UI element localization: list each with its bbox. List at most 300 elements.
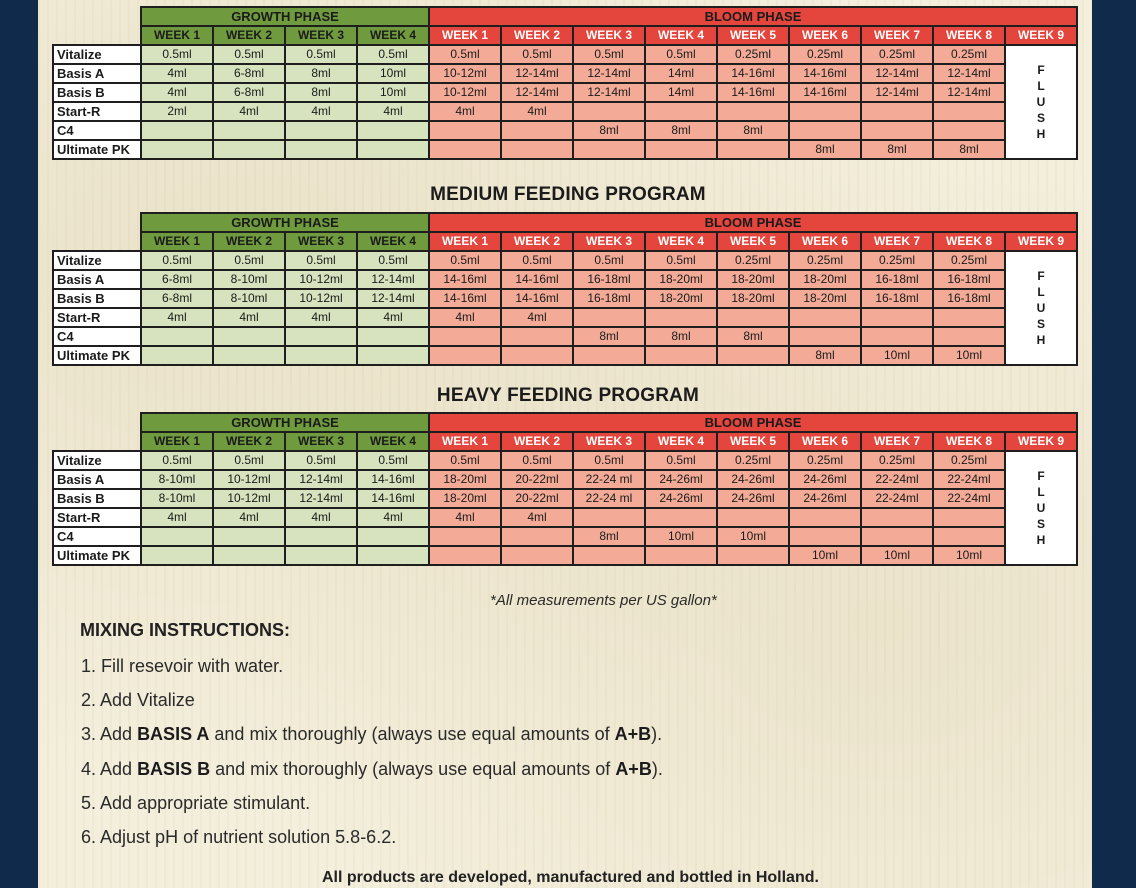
bloom-dose-cell: 10ml xyxy=(789,546,861,565)
bloom-dose-cell: 0.5ml xyxy=(429,251,501,270)
growth-week-header: WEEK 4 xyxy=(357,432,429,451)
bloom-week-header: WEEK 7 xyxy=(861,432,933,451)
bloom-dose-cell: 22-24 ml xyxy=(573,489,645,508)
bloom-week-header: WEEK 5 xyxy=(717,26,789,45)
growth-dose-cell: 12-14ml xyxy=(285,489,357,508)
product-name: Vitalize xyxy=(53,251,141,270)
growth-dose-cell xyxy=(357,546,429,565)
growth-dose-cell: 4ml xyxy=(357,508,429,527)
flush-letter: H xyxy=(1036,333,1046,347)
growth-dose-cell: 0.5ml xyxy=(285,451,357,470)
growth-dose-cell: 12-14ml xyxy=(357,270,429,289)
growth-dose-cell: 0.5ml xyxy=(285,251,357,270)
bloom-week-header: WEEK 6 xyxy=(789,232,861,251)
growth-dose-cell: 4ml xyxy=(213,508,285,527)
bloom-week-header: WEEK 2 xyxy=(501,232,573,251)
product-name: Start-R xyxy=(53,508,141,527)
corner-spacer xyxy=(53,26,141,45)
table-row xyxy=(53,546,1077,565)
bloom-week-header: WEEK 6 xyxy=(789,26,861,45)
growth-dose-cell xyxy=(213,546,285,565)
bloom-dose-cell: 0.25ml xyxy=(933,251,1005,270)
bloom-phase-header: BLOOM PHASE xyxy=(429,213,1077,232)
bloom-dose-cell: 12-14ml xyxy=(861,64,933,83)
growth-dose-cell xyxy=(141,140,213,159)
growth-dose-cell: 4ml xyxy=(357,308,429,327)
flush-week-cell xyxy=(1005,451,1077,565)
product-name: Ultimate PK xyxy=(53,346,141,365)
bloom-dose-cell xyxy=(717,140,789,159)
bloom-dose-cell: 0.5ml xyxy=(573,45,645,64)
flush-letter: S xyxy=(1036,111,1045,125)
flush-letter: F xyxy=(1037,269,1045,283)
bloom-dose-cell xyxy=(933,527,1005,546)
flush-letter: F xyxy=(1037,63,1045,77)
growth-dose-cell: 6-8ml xyxy=(213,64,285,83)
growth-dose-cell xyxy=(213,121,285,140)
bloom-dose-cell: 12-14ml xyxy=(573,64,645,83)
growth-dose-cell: 0.5ml xyxy=(357,251,429,270)
growth-dose-cell xyxy=(285,346,357,365)
corner-spacer xyxy=(53,413,141,432)
bloom-dose-cell xyxy=(789,308,861,327)
bloom-dose-cell: 8ml xyxy=(717,327,789,346)
mixing-step: 5. Add appropriate stimulant. xyxy=(81,793,311,813)
growth-dose-cell: 10-12ml xyxy=(213,489,285,508)
product-name: C4 xyxy=(53,527,141,546)
bloom-dose-cell: 18-20ml xyxy=(717,289,789,308)
growth-dose-cell: 4ml xyxy=(285,508,357,527)
table-row xyxy=(53,527,1077,546)
flush-letter: L xyxy=(1037,79,1045,93)
flush-letter: F xyxy=(1037,469,1045,483)
bloom-dose-cell xyxy=(501,527,573,546)
table-row xyxy=(53,346,1077,365)
bloom-dose-cell: 0.25ml xyxy=(933,451,1005,470)
growth-dose-cell: 8-10ml xyxy=(141,489,213,508)
bloom-dose-cell: 0.5ml xyxy=(645,451,717,470)
bloom-dose-cell xyxy=(717,508,789,527)
heavy-program-title: HEAVY FEEDING PROGRAM xyxy=(436,385,700,406)
bloom-dose-cell: 10ml xyxy=(933,346,1005,365)
bloom-dose-cell: 12-14ml xyxy=(933,83,1005,102)
table-row xyxy=(53,470,1077,489)
bloom-dose-cell xyxy=(861,508,933,527)
bloom-dose-cell xyxy=(429,140,501,159)
bloom-dose-cell xyxy=(861,121,933,140)
table-row xyxy=(53,489,1077,508)
growth-phase-header: GROWTH PHASE xyxy=(141,7,429,26)
growth-dose-cell: 14-16ml xyxy=(357,489,429,508)
bloom-dose-cell: 0.5ml xyxy=(501,251,573,270)
table-row xyxy=(53,327,1077,346)
bloom-dose-cell: 8ml xyxy=(789,346,861,365)
corner-spacer xyxy=(53,232,141,251)
bloom-dose-cell xyxy=(573,546,645,565)
growth-dose-cell: 8ml xyxy=(285,64,357,83)
bloom-dose-cell: 4ml xyxy=(501,308,573,327)
bloom-dose-cell: 0.5ml xyxy=(429,45,501,64)
growth-dose-cell: 0.5ml xyxy=(357,45,429,64)
bloom-dose-cell xyxy=(429,527,501,546)
growth-dose-cell: 10ml xyxy=(357,83,429,102)
bloom-dose-cell: 16-18ml xyxy=(573,289,645,308)
corner-spacer xyxy=(53,213,141,232)
bloom-week-header: WEEK 3 xyxy=(573,232,645,251)
table-row xyxy=(53,102,1077,121)
origin-footer: All products are developed, manufactured and bottled in Holland. xyxy=(322,869,819,886)
growth-dose-cell: 6-8ml xyxy=(141,289,213,308)
bloom-dose-cell: 20-22ml xyxy=(501,470,573,489)
bloom-phase-header: BLOOM PHASE xyxy=(429,7,1077,26)
bloom-dose-cell: 22-24ml xyxy=(933,470,1005,489)
growth-dose-cell: 4ml xyxy=(213,308,285,327)
bloom-week-header: WEEK 3 xyxy=(573,26,645,45)
bloom-dose-cell: 8ml xyxy=(645,121,717,140)
bloom-dose-cell xyxy=(645,346,717,365)
bloom-dose-cell: 10ml xyxy=(861,546,933,565)
bloom-phase-header: BLOOM PHASE xyxy=(429,413,1077,432)
flush-week-cell xyxy=(1005,45,1077,159)
growth-dose-cell xyxy=(285,121,357,140)
flush-letter: L xyxy=(1037,285,1045,299)
product-name: Ultimate PK xyxy=(53,140,141,159)
bloom-dose-cell: 14-16ml xyxy=(501,270,573,289)
growth-week-header: WEEK 4 xyxy=(357,26,429,45)
bloom-dose-cell: 0.25ml xyxy=(789,251,861,270)
bloom-dose-cell xyxy=(645,508,717,527)
bloom-week-header: WEEK 8 xyxy=(933,432,1005,451)
bloom-dose-cell xyxy=(573,346,645,365)
growth-dose-cell: 4ml xyxy=(285,102,357,121)
bloom-dose-cell: 8ml xyxy=(645,327,717,346)
growth-dose-cell xyxy=(141,346,213,365)
bloom-dose-cell: 14-16ml xyxy=(789,83,861,102)
growth-dose-cell: 4ml xyxy=(285,308,357,327)
growth-dose-cell xyxy=(357,346,429,365)
table-row xyxy=(53,508,1077,527)
bloom-dose-cell xyxy=(717,546,789,565)
bloom-dose-cell xyxy=(789,508,861,527)
bloom-dose-cell: 16-18ml xyxy=(573,270,645,289)
growth-dose-cell: 6-8ml xyxy=(213,83,285,102)
growth-dose-cell: 0.5ml xyxy=(213,251,285,270)
growth-week-header: WEEK 1 xyxy=(141,232,213,251)
bloom-dose-cell: 12-14ml xyxy=(501,64,573,83)
bloom-dose-cell: 18-20ml xyxy=(429,470,501,489)
bloom-dose-cell: 0.5ml xyxy=(573,251,645,270)
growth-dose-cell: 8ml xyxy=(285,83,357,102)
product-name: Basis B xyxy=(53,489,141,508)
product-name: Basis A xyxy=(53,470,141,489)
growth-dose-cell xyxy=(357,527,429,546)
bloom-dose-cell: 24-26ml xyxy=(789,489,861,508)
bloom-dose-cell: 10-12ml xyxy=(429,64,501,83)
bloom-week-header: WEEK 2 xyxy=(501,26,573,45)
growth-dose-cell: 12-14ml xyxy=(285,470,357,489)
bloom-dose-cell: 12-14ml xyxy=(861,83,933,102)
bloom-dose-cell: 0.25ml xyxy=(861,451,933,470)
growth-dose-cell: 4ml xyxy=(141,83,213,102)
bloom-dose-cell xyxy=(645,140,717,159)
bloom-dose-cell: 10ml xyxy=(645,527,717,546)
bloom-week-header: WEEK 7 xyxy=(861,232,933,251)
bloom-dose-cell: 0.25ml xyxy=(717,451,789,470)
heavy-feeding-table xyxy=(52,412,1078,566)
bloom-dose-cell: 22-24 ml xyxy=(573,470,645,489)
growth-dose-cell xyxy=(357,327,429,346)
bloom-dose-cell: 0.5ml xyxy=(573,451,645,470)
bloom-dose-cell xyxy=(501,121,573,140)
bloom-dose-cell: 14-16ml xyxy=(717,64,789,83)
product-name: Basis B xyxy=(53,83,141,102)
growth-week-header: WEEK 3 xyxy=(285,432,357,451)
bloom-dose-cell: 18-20ml xyxy=(429,489,501,508)
growth-dose-cell: 0.5ml xyxy=(213,451,285,470)
bloom-dose-cell: 18-20ml xyxy=(717,270,789,289)
growth-dose-cell: 8-10ml xyxy=(213,289,285,308)
growth-dose-cell: 0.5ml xyxy=(213,45,285,64)
table-row xyxy=(53,270,1077,289)
corner-spacer xyxy=(53,432,141,451)
growth-dose-cell: 4ml xyxy=(357,102,429,121)
phase-header-row xyxy=(53,413,1077,432)
growth-dose-cell: 2ml xyxy=(141,102,213,121)
bloom-dose-cell: 16-18ml xyxy=(861,270,933,289)
bloom-dose-cell: 14-16ml xyxy=(717,83,789,102)
nutrient-chart-sheet xyxy=(38,0,1092,888)
mixing-step: 1. Fill resevoir with water. xyxy=(81,656,284,676)
bloom-dose-cell: 0.5ml xyxy=(645,45,717,64)
table-row xyxy=(53,83,1077,102)
product-name: Vitalize xyxy=(53,451,141,470)
table-row xyxy=(53,140,1077,159)
bloom-dose-cell: 14ml xyxy=(645,64,717,83)
bloom-dose-cell: 8ml xyxy=(573,327,645,346)
bloom-dose-cell xyxy=(501,546,573,565)
growth-week-header: WEEK 2 xyxy=(213,26,285,45)
mixing-step: 3. Add BASIS A and mix thoroughly (always use equal amounts of A+B). xyxy=(81,724,663,744)
light-feeding-table xyxy=(52,6,1078,160)
growth-dose-cell: 0.5ml xyxy=(141,45,213,64)
bloom-dose-cell: 12-14ml xyxy=(501,83,573,102)
bloom-week-header: WEEK 3 xyxy=(573,432,645,451)
bloom-dose-cell: 22-24ml xyxy=(861,489,933,508)
bloom-dose-cell: 18-20ml xyxy=(789,289,861,308)
bloom-week-header: WEEK 4 xyxy=(645,26,717,45)
growth-dose-cell: 0.5ml xyxy=(285,45,357,64)
growth-dose-cell: 8-10ml xyxy=(213,270,285,289)
mixing-step: 4. Add BASIS B and mix thoroughly (always use equal amounts of A+B). xyxy=(81,759,663,779)
bloom-dose-cell xyxy=(861,308,933,327)
bloom-dose-cell: 14-16ml xyxy=(429,289,501,308)
bloom-dose-cell: 24-26ml xyxy=(717,470,789,489)
bloom-dose-cell: 0.25ml xyxy=(717,251,789,270)
bloom-dose-cell: 10ml xyxy=(933,546,1005,565)
bloom-dose-cell: 0.5ml xyxy=(501,451,573,470)
bloom-dose-cell: 8ml xyxy=(573,121,645,140)
growth-dose-cell xyxy=(285,527,357,546)
bloom-dose-cell xyxy=(429,546,501,565)
product-name: Start-R xyxy=(53,102,141,121)
bloom-dose-cell: 4ml xyxy=(501,508,573,527)
bloom-dose-cell: 20-22ml xyxy=(501,489,573,508)
bloom-dose-cell: 4ml xyxy=(429,308,501,327)
bloom-dose-cell xyxy=(717,102,789,121)
growth-dose-cell: 6-8ml xyxy=(141,270,213,289)
bloom-week-header: WEEK 1 xyxy=(429,26,501,45)
bloom-dose-cell: 0.25ml xyxy=(789,451,861,470)
corner-spacer xyxy=(53,7,141,26)
bloom-dose-cell xyxy=(789,527,861,546)
growth-dose-cell: 0.5ml xyxy=(357,451,429,470)
growth-dose-cell: 10-12ml xyxy=(285,289,357,308)
growth-dose-cell: 0.5ml xyxy=(141,451,213,470)
growth-dose-cell: 4ml xyxy=(141,308,213,327)
measurement-note: *All measurements per US gallon* xyxy=(490,592,717,609)
growth-dose-cell: 12-14ml xyxy=(357,289,429,308)
bloom-week-header: WEEK 4 xyxy=(645,432,717,451)
mixing-instructions-title: MIXING INSTRUCTIONS: xyxy=(80,620,290,640)
bloom-dose-cell xyxy=(645,102,717,121)
bloom-dose-cell xyxy=(717,346,789,365)
growth-dose-cell xyxy=(285,327,357,346)
bloom-dose-cell: 14-16ml xyxy=(501,289,573,308)
bloom-dose-cell: 24-26ml xyxy=(645,470,717,489)
bloom-dose-cell xyxy=(429,327,501,346)
bloom-dose-cell: 8ml xyxy=(789,140,861,159)
product-name: Basis A xyxy=(53,270,141,289)
phase-header-row xyxy=(53,213,1077,232)
bloom-dose-cell: 8ml xyxy=(717,121,789,140)
week-header-row xyxy=(53,432,1077,451)
growth-week-header: WEEK 2 xyxy=(213,432,285,451)
bloom-dose-cell xyxy=(573,308,645,327)
table-row xyxy=(53,251,1077,270)
bloom-dose-cell: 18-20ml xyxy=(645,289,717,308)
product-name: Start-R xyxy=(53,308,141,327)
bloom-dose-cell: 4ml xyxy=(501,102,573,121)
flush-letter: H xyxy=(1036,127,1046,141)
growth-dose-cell xyxy=(357,140,429,159)
bloom-dose-cell: 18-20ml xyxy=(645,270,717,289)
bloom-week-header: WEEK 5 xyxy=(717,232,789,251)
growth-dose-cell xyxy=(213,140,285,159)
growth-dose-cell xyxy=(285,546,357,565)
bloom-dose-cell xyxy=(429,121,501,140)
bloom-dose-cell: 24-26ml xyxy=(717,489,789,508)
bloom-dose-cell: 22-24ml xyxy=(861,470,933,489)
growth-dose-cell xyxy=(213,527,285,546)
bloom-dose-cell: 24-26ml xyxy=(645,489,717,508)
bloom-dose-cell: 8ml xyxy=(861,140,933,159)
flush-letter: U xyxy=(1036,501,1046,515)
flush-letter: U xyxy=(1036,95,1046,109)
growth-dose-cell: 10-12ml xyxy=(285,270,357,289)
growth-dose-cell xyxy=(285,140,357,159)
bloom-dose-cell: 18-20ml xyxy=(789,270,861,289)
product-name: Basis A xyxy=(53,64,141,83)
growth-dose-cell: 10-12ml xyxy=(213,470,285,489)
growth-week-header: WEEK 1 xyxy=(141,432,213,451)
bloom-dose-cell xyxy=(717,308,789,327)
bloom-dose-cell xyxy=(933,308,1005,327)
bloom-dose-cell xyxy=(501,346,573,365)
table-row xyxy=(53,45,1077,64)
growth-dose-cell xyxy=(213,346,285,365)
growth-week-header: WEEK 3 xyxy=(285,232,357,251)
product-name: Vitalize xyxy=(53,45,141,64)
flush-letter: S xyxy=(1036,317,1045,331)
bloom-dose-cell xyxy=(645,546,717,565)
week-header-row xyxy=(53,26,1077,45)
bloom-week-header: WEEK 9 xyxy=(1005,232,1077,251)
growth-dose-cell xyxy=(141,327,213,346)
bloom-dose-cell: 10-12ml xyxy=(429,83,501,102)
bloom-week-header: WEEK 6 xyxy=(789,432,861,451)
table-row xyxy=(53,451,1077,470)
bloom-dose-cell xyxy=(933,508,1005,527)
bloom-dose-cell xyxy=(789,121,861,140)
bloom-dose-cell: 12-14ml xyxy=(573,83,645,102)
flush-week-cell xyxy=(1005,251,1077,365)
bloom-week-header: WEEK 9 xyxy=(1005,26,1077,45)
bloom-dose-cell: 10ml xyxy=(861,346,933,365)
growth-dose-cell xyxy=(357,121,429,140)
bloom-dose-cell xyxy=(861,102,933,121)
table-row xyxy=(53,64,1077,83)
bloom-dose-cell xyxy=(933,327,1005,346)
bloom-dose-cell: 0.25ml xyxy=(789,45,861,64)
bloom-week-header: WEEK 8 xyxy=(933,232,1005,251)
medium-program-title: MEDIUM FEEDING PROGRAM xyxy=(430,184,706,205)
growth-week-header: WEEK 2 xyxy=(213,232,285,251)
flush-letter: U xyxy=(1036,301,1046,315)
bloom-dose-cell xyxy=(573,140,645,159)
mixing-step: 6. Adjust pH of nutrient solution 5.8-6.2. xyxy=(81,827,397,847)
bloom-dose-cell xyxy=(501,140,573,159)
bloom-dose-cell xyxy=(573,508,645,527)
growth-dose-cell: 8-10ml xyxy=(141,470,213,489)
flush-letter: L xyxy=(1037,485,1045,499)
growth-week-header: WEEK 3 xyxy=(285,26,357,45)
bloom-dose-cell: 4ml xyxy=(429,508,501,527)
bloom-dose-cell xyxy=(933,102,1005,121)
bloom-dose-cell: 16-18ml xyxy=(933,289,1005,308)
bloom-dose-cell: 0.5ml xyxy=(645,251,717,270)
flush-letter: S xyxy=(1036,517,1045,531)
bloom-week-header: WEEK 4 xyxy=(645,232,717,251)
growth-week-header: WEEK 4 xyxy=(357,232,429,251)
bloom-dose-cell xyxy=(429,346,501,365)
flush-letter: H xyxy=(1036,533,1046,547)
bloom-dose-cell: 8ml xyxy=(573,527,645,546)
bloom-week-header: WEEK 9 xyxy=(1005,432,1077,451)
bloom-dose-cell: 0.5ml xyxy=(429,451,501,470)
bloom-dose-cell xyxy=(645,308,717,327)
growth-dose-cell xyxy=(213,327,285,346)
product-name: Ultimate PK xyxy=(53,546,141,565)
bloom-dose-cell: 22-24ml xyxy=(933,489,1005,508)
bloom-dose-cell: 0.25ml xyxy=(717,45,789,64)
bloom-week-header: WEEK 1 xyxy=(429,432,501,451)
bloom-week-header: WEEK 7 xyxy=(861,26,933,45)
bloom-dose-cell xyxy=(789,327,861,346)
growth-dose-cell: 4ml xyxy=(213,102,285,121)
growth-dose-cell: 4ml xyxy=(141,64,213,83)
table-row xyxy=(53,121,1077,140)
bloom-dose-cell: 0.25ml xyxy=(933,45,1005,64)
